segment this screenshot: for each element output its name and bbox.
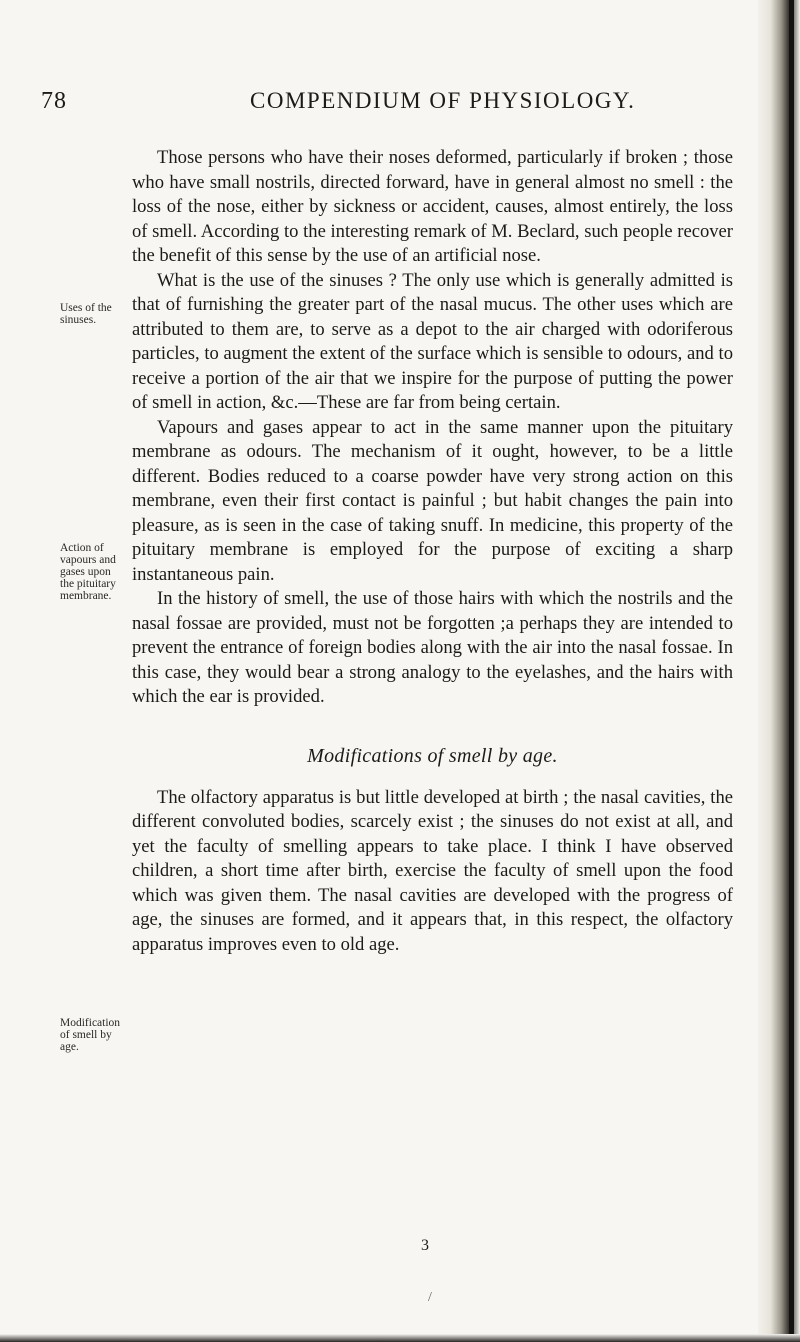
binding-shadow [789, 0, 794, 1342]
margin-note-sinuses: Uses of the sinuses. [60, 302, 112, 326]
stray-ink-mark: / [428, 1290, 432, 1305]
running-head: COMPENDIUM OF PHYSIOLOGY. [250, 88, 636, 113]
paragraph-deformed-noses: Those persons who have their noses deformed, particularly if broken ; those who have small nostrils, directed forward, have in general almost no smell : the loss of the nose, either by sickness or accident, causes, almost entirely, the loss of smell. According to the interesting remark of M. Beclard, such people recover the benefit of this sense by the use of an artificial nose. [132, 147, 733, 266]
page-number: 78 [41, 88, 67, 114]
paragraph-vapours: Vapours and gases appear to act in the same manner upon the pituitary membrane as odours. The mechanism of it ought, however, to be a little different. Bodies reduced to a coarse powder have very strong action on this membrane, even their first contact is painful ; but habit changes the pain into pleasure, as is seen in the case of taking snuff. In medicine, this property of the pituitary membrane is employed for the purpose of exciting a sharp instantaneous pain. [132, 416, 733, 585]
paragraph-age: The olfactory apparatus is but little developed at birth ; the nasal cavities, the different convoluted bodies, scarcely exist ; the sinuses do not exist at all, and yet the faculty of smelling appears to take place. I think I have observed children, a short time after birth, exercise the faculty of smell upon the food which was given them. The nasal cavities are developed with the progress of age, the sinuses are formed, and it appears that, in this respect, the olfactory apparatus improves even to old age. [132, 786, 733, 955]
signature-number: 3 [421, 1237, 429, 1254]
main-text [132, 146, 733, 957]
page-binding-edge [758, 0, 800, 1342]
page-bottom-edge [0, 1334, 800, 1342]
margin-note-age: Modification of smell by age. [60, 1017, 121, 1053]
paragraph-sinuses: What is the use of the sinuses ? The only use which is generally admitted is that of furnishing the greater part of the nasal mucus. The other uses which are attributed to them are, to serve as a depot to the air charged with odoriferous particles, to augment the extent of the surface which is sensible to odours, and to receive a portion of the air that we inspire for the purpose of putting the power of smell in action, &c.—These are far from being certain. [132, 269, 733, 413]
signature-mark [0, 1237, 800, 1255]
paragraph-nostril-hairs: In the history of smell, the use of those hairs with which the nostrils and the nasal fossae are provided, must not be forgotten ;a perhaps they are intended to prevent the entrance of foreign bodies along with the air into the nasal fossae. In this case, they would bear a strong analogy to the eyelashes, and the hairs with which the ear is provided. [132, 588, 733, 707]
margin-note-vapours: Action of vapours and gases upon the pituitary membrane. [60, 542, 116, 602]
section-title: Modifications of smell by age. [307, 744, 558, 767]
page-header [0, 88, 760, 118]
